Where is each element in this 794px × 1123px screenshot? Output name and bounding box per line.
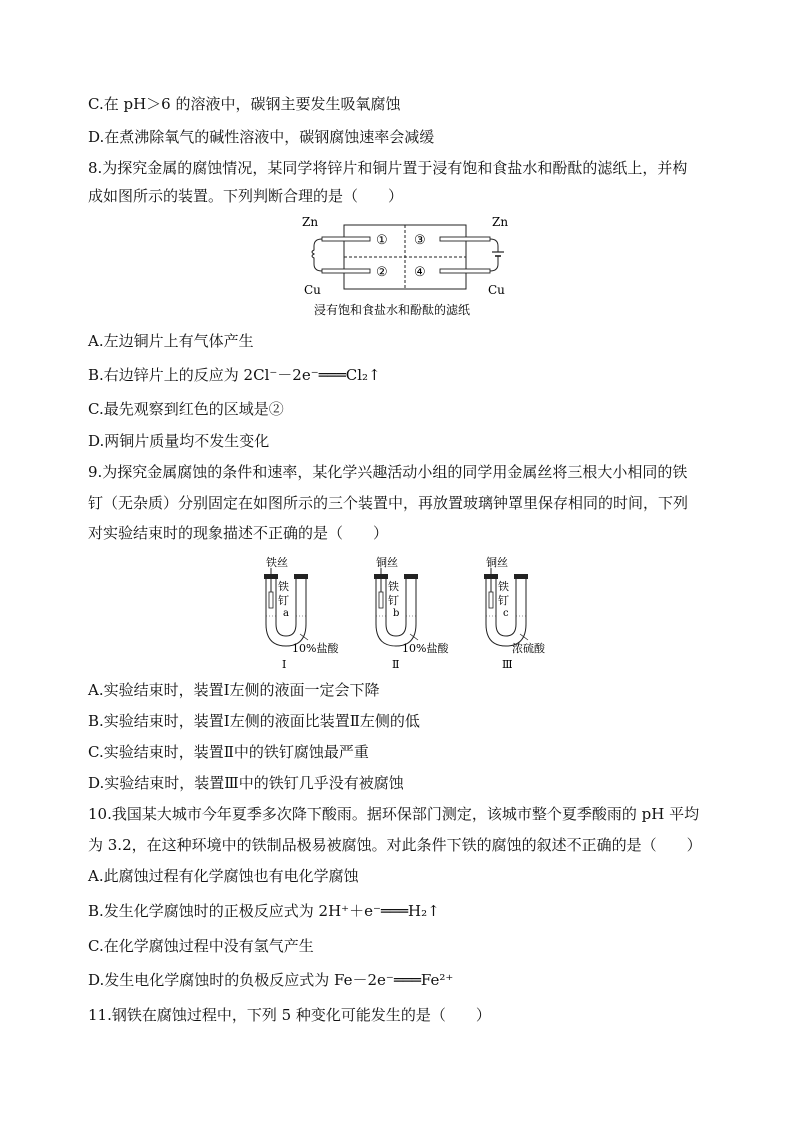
left-wire	[312, 239, 322, 271]
nail-label-1: 铁	[388, 580, 399, 593]
label-cu-left: Cu	[304, 283, 321, 297]
q7-option-d: D.在煮沸除氧气的碱性溶液中，碳钢腐蚀速率会减缓	[88, 128, 435, 146]
figure-caption: 浸有饱和食盐水和酚酞的滤纸	[314, 303, 471, 317]
label-cu-right: Cu	[488, 283, 505, 297]
q10-stem-line2: 为 3.2，在这种环境中的铁制品极易被腐蚀。对此条件下铁的腐蚀的叙述不正确的是（ ）	[88, 836, 702, 854]
region-3: ③	[414, 233, 426, 248]
wire-label: 铁丝	[266, 556, 288, 569]
right-cu-strip	[440, 269, 490, 273]
device-number: Ⅰ	[282, 658, 287, 671]
q10-option-b: B.发生化学腐蚀时的正极反应式为 2H⁺＋e⁻═══H₂↑	[88, 902, 440, 920]
tag-label: b	[393, 608, 400, 619]
stopper-right	[514, 574, 528, 579]
q7-option-c: C.在 pH＞6 的溶液中，碳钢主要发生吸氧腐蚀	[88, 95, 401, 113]
q9-stem-line3: 对实验结束时的现象描述不正确的是（ ）	[88, 524, 389, 542]
nail-label-2: 钉	[498, 594, 509, 607]
q10-option-d: D.发生电化学腐蚀时的负极反应式为 Fe－2e⁻═══Fe²⁺	[88, 971, 454, 989]
q9-option-b: B.实验结束时，装置Ⅰ左侧的液面比装置Ⅱ左侧的低	[88, 712, 420, 730]
tag-label: a	[283, 608, 289, 619]
q8-stem-line2: 成如图所示的装置。下列判断合理的是（ ）	[88, 187, 404, 205]
right-wire-top	[490, 239, 498, 252]
u-tube-device-2	[362, 554, 472, 674]
liquid-label: 10%盐酸	[292, 642, 339, 655]
region-1: ①	[376, 233, 388, 248]
q10-option-c: C.在化学腐蚀过程中没有氢气产生	[88, 937, 314, 955]
left-zn-strip	[322, 237, 370, 241]
q10-option-a: A.此腐蚀过程有化学腐蚀也有电化学腐蚀	[88, 867, 359, 885]
stopper-right	[404, 574, 418, 579]
q10-stem-line1: 10.我国某大城市今年夏季多次降下酸雨。据环保部门测定，该城市整个夏季酸雨的 pH 平均	[88, 805, 700, 823]
q8-filter-paper-figure	[296, 214, 518, 320]
region-2: ②	[376, 265, 388, 280]
nail-label-2: 钉	[278, 594, 289, 607]
wire-label: 铜丝	[486, 556, 508, 569]
q9-figure	[252, 554, 572, 674]
iron-nail	[379, 592, 383, 608]
nail-label-1: 铁	[278, 580, 289, 593]
u-tube-device-1	[252, 554, 362, 674]
q9-stem-line1: 9.为探究金属腐蚀的条件和速率，某化学兴趣活动小组的同学用金属丝将三根大小相同的铁	[88, 463, 688, 481]
q8-option-d: D.两铜片质量均不发生变化	[88, 432, 270, 450]
q8-option-b: B.右边锌片上的反应为 2Cl⁻－2e⁻═══Cl₂↑	[88, 366, 381, 384]
liquid-label: 浓硫酸	[512, 642, 545, 655]
tag-label: c	[503, 608, 509, 619]
q9-option-d: D.实验结束时，装置Ⅲ中的铁钉几乎没有被腐蚀	[88, 774, 404, 792]
left-cu-strip	[322, 269, 370, 273]
u-tube-device-3	[472, 554, 572, 674]
iron-nail	[489, 592, 493, 608]
iron-nail	[269, 592, 273, 608]
stopper-right	[294, 574, 308, 579]
right-zn-strip	[440, 237, 490, 241]
wire-label: 铜丝	[376, 556, 398, 569]
q8-stem-line1: 8.为探究金属的腐蚀情况，某同学将锌片和铜片置于浸有饱和食盐水和酚酞的滤纸上，并构	[88, 159, 688, 177]
label-zn-left: Zn	[302, 215, 319, 229]
region-4: ④	[414, 265, 426, 280]
nail-label-1: 铁	[498, 580, 509, 593]
liquid-label: 10%盐酸	[402, 642, 449, 655]
right-wire-bottom	[490, 256, 498, 271]
nail-label-2: 钉	[388, 594, 399, 607]
label-zn-right: Zn	[492, 215, 509, 229]
device-number: Ⅲ	[502, 658, 513, 671]
q11-stem-line1: 11.钢铁在腐蚀过程中，下列 5 种变化可能发生的是（ ）	[88, 1006, 491, 1024]
q8-option-a: A.左边铜片上有气体产生	[88, 332, 254, 350]
q9-stem-line2: 钉（无杂质）分别固定在如图所示的三个装置中，再放置玻璃钟罩里保存相同的时间，下列	[88, 494, 689, 512]
q9-option-c: C.实验结束时，装置Ⅱ中的铁钉腐蚀最严重	[88, 743, 369, 761]
q8-option-c: C.最先观察到红色的区域是②	[88, 400, 284, 418]
device-number: Ⅱ	[392, 658, 400, 671]
q9-option-a: A.实验结束时，装置Ⅰ左侧的液面一定会下降	[88, 681, 380, 699]
